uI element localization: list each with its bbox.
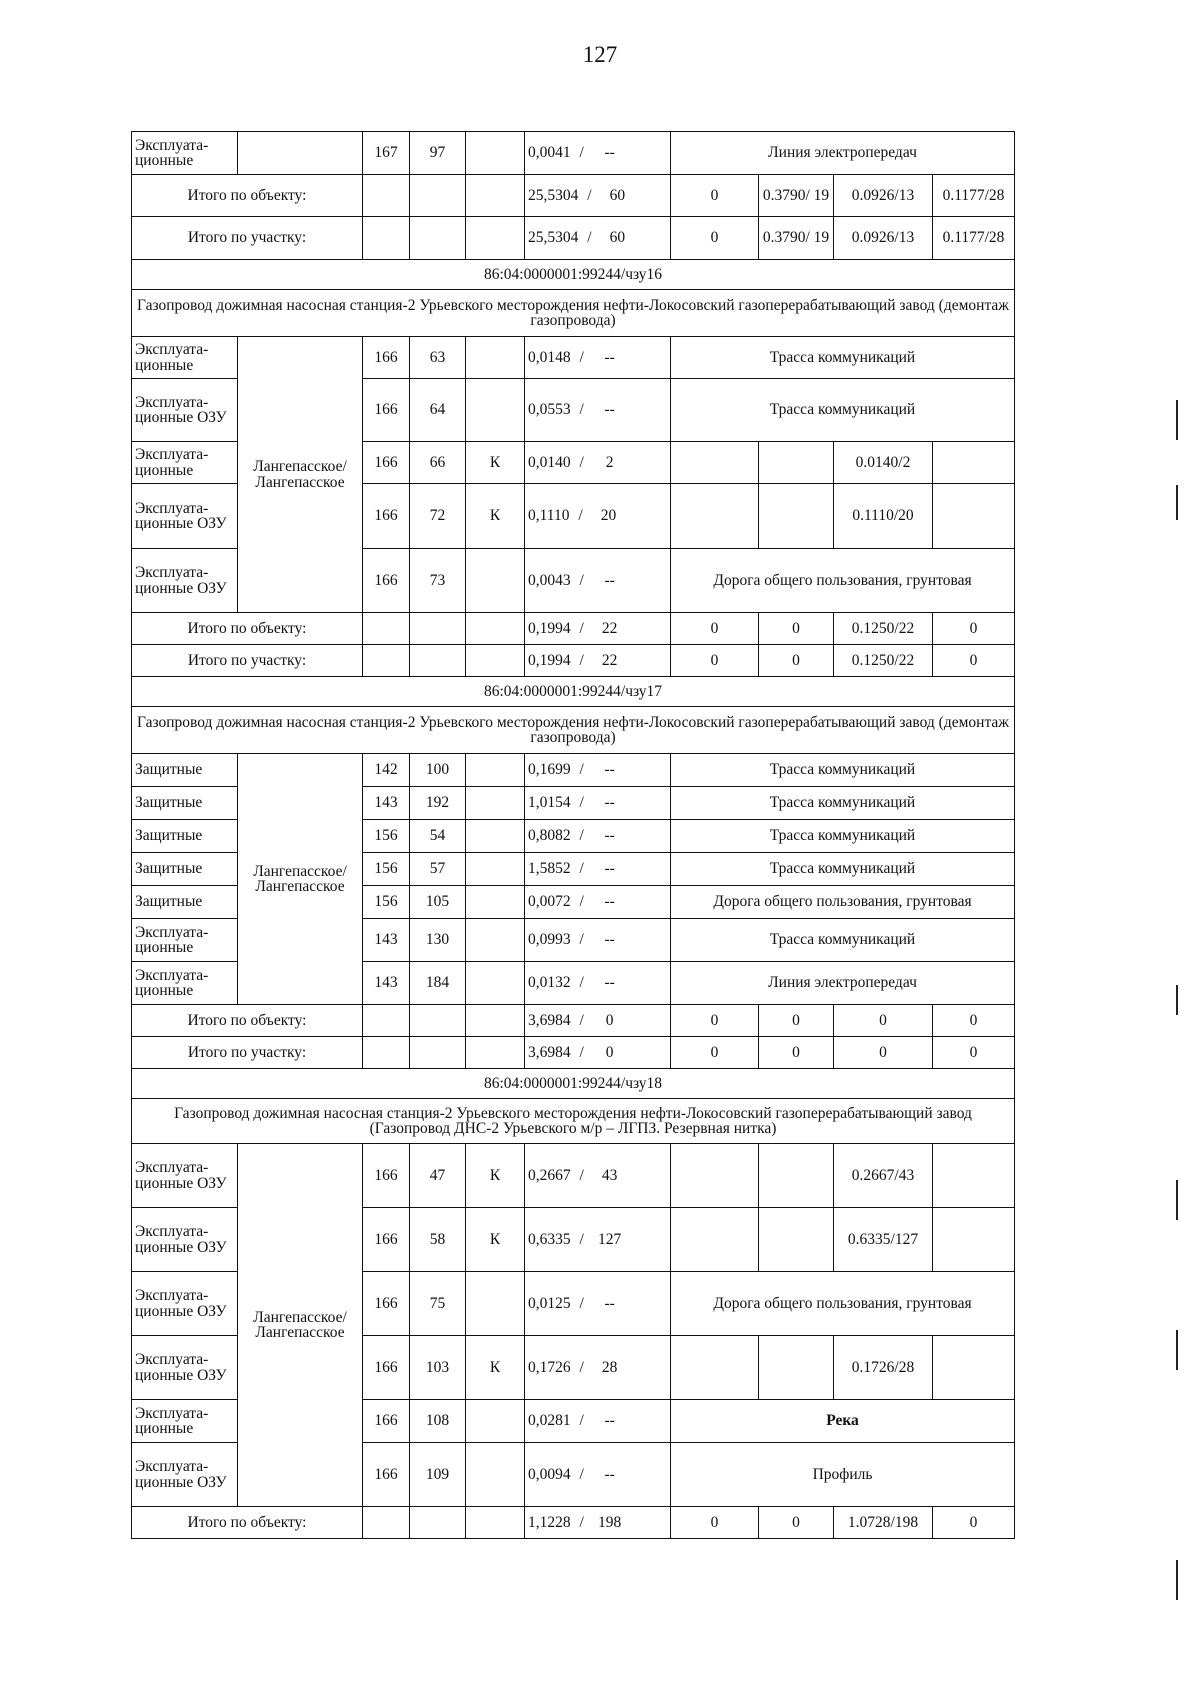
category-cell: Эксплуата- ционные ОЗУ: [132, 1272, 238, 1336]
area-cell: 0,0140 / 2: [525, 442, 671, 484]
area-cell: 0,1726 / 28: [525, 1336, 671, 1400]
note-cell: Трасса коммуникаций: [671, 853, 1015, 886]
vydel-cell: 47: [410, 1144, 466, 1208]
area-cell: 0,1699 / --: [525, 754, 671, 787]
section-title: Газопровод дожимная насосная станция-2 Урьевского месторождения нефти-Локосовский газоперерабатывающий завод (демонтаж газопровода): [132, 707, 1015, 754]
vydel-cell: 72: [410, 484, 466, 549]
settlement-cell: Лангепасское/ Лангепасское: [238, 754, 363, 1005]
value-cell: 0.3790/ 19: [759, 175, 834, 217]
area-cell: 0,2667 / 43: [525, 1144, 671, 1208]
vydel-cell: 75: [410, 1272, 466, 1336]
kvartal-cell: 166: [363, 337, 410, 379]
area-cell: 0,0993 / --: [525, 919, 671, 962]
note-cell: Трасса коммуникаций: [671, 820, 1015, 853]
vydel-cell: 105: [410, 886, 466, 919]
total-uchastok-row: [132, 217, 1015, 260]
section-title: Газопровод дожимная насосная станция-2 Урьевского месторождения нефти-Локосовский газоперерабатывающий завод (демонтаж газопровода): [132, 290, 1015, 337]
value-cell: 0: [671, 645, 759, 677]
total-label: Итого по объекту:: [132, 1005, 363, 1037]
scan-artifact: [1176, 400, 1178, 440]
area-cell: 0,6335 / 127: [525, 1208, 671, 1272]
vydel-cell: 109: [410, 1443, 466, 1507]
page-number: 127: [582, 42, 618, 67]
value-cell: 0: [671, 1037, 759, 1069]
value-cell: 0.0140/2: [834, 442, 933, 484]
k-cell: К: [466, 1336, 525, 1400]
value-cell: 0: [671, 613, 759, 645]
category-cell: Эксплуата- ционные ОЗУ: [132, 549, 238, 613]
vydel-cell: 57: [410, 853, 466, 886]
kvartal-cell: 166: [363, 549, 410, 613]
value-cell: 0: [759, 645, 834, 677]
k-cell: К: [466, 442, 525, 484]
value-cell: 0.6335/127: [834, 1208, 933, 1272]
section-title: Газопровод дожимная насосная станция-2 Урьевского месторождения нефти-Локосовский газоперерабатывающий завод (Газопровод ДНС-2 Урьевского м/р – ЛГПЗ. Резервная нитка): [132, 1099, 1015, 1144]
value-cell: 0.3790/ 19: [759, 217, 834, 260]
k-cell: [466, 754, 525, 787]
kvartal-cell: 166: [363, 484, 410, 549]
kvartal-cell: 166: [363, 379, 410, 442]
section-title-row: [132, 290, 1015, 337]
category-cell: Эксплуата- ционные: [132, 919, 238, 962]
value-cell: 0: [933, 1005, 1015, 1037]
vydel-cell: 130: [410, 919, 466, 962]
k-cell: К: [466, 1208, 525, 1272]
note-cell: Трасса коммуникаций: [671, 337, 1015, 379]
section-title-row: [132, 1099, 1015, 1144]
k-cell: [466, 549, 525, 613]
value-cell: 0: [933, 613, 1015, 645]
category-cell: Эксплуата- ционные ОЗУ: [132, 484, 238, 549]
settlement-cell: Лангепасское/ Лангепасское: [238, 337, 363, 613]
area-cell: 0,0553 / --: [525, 379, 671, 442]
total-label: Итого по объекту:: [132, 175, 363, 217]
scan-artifact: [1176, 485, 1178, 520]
kvartal-cell: 166: [363, 1336, 410, 1400]
note-cell: Дорога общего пользования, грунтовая: [671, 1272, 1015, 1336]
scan-artifact: [1176, 1560, 1178, 1600]
value-cell: 0.1177/28: [933, 217, 1015, 260]
area-cell: 25,5304 / 60: [525, 175, 671, 217]
vydel-cell: 103: [410, 1336, 466, 1400]
kvartal-cell: 166: [363, 1272, 410, 1336]
kvartal-cell: 143: [363, 919, 410, 962]
category-cell: Эксплуата- ционные: [132, 1400, 238, 1443]
kvartal-cell: 143: [363, 962, 410, 1005]
value-cell: 0: [933, 645, 1015, 677]
value-cell: 0: [759, 1507, 834, 1539]
k-cell: [466, 1443, 525, 1507]
note-cell: Трасса коммуникаций: [671, 787, 1015, 820]
scan-artifact: [1176, 1330, 1178, 1370]
value-cell: 0.1110/20: [834, 484, 933, 549]
value-cell: 0.1250/22: [834, 645, 933, 677]
value-cell: 0.2667/43: [834, 1144, 933, 1208]
k-cell: [466, 853, 525, 886]
vydel-cell: 54: [410, 820, 466, 853]
total-label: Итого по объекту:: [132, 1507, 363, 1539]
kvartal-cell: 142: [363, 754, 410, 787]
kvartal-cell: 166: [363, 1144, 410, 1208]
area-cell: 0,0125 / --: [525, 1272, 671, 1336]
value-cell: 0: [671, 175, 759, 217]
vydel-cell: 64: [410, 379, 466, 442]
k-cell: К: [466, 1144, 525, 1208]
value-cell: 0: [671, 217, 759, 260]
kvartal-cell: 166: [363, 442, 410, 484]
section-code-row: [132, 1069, 1015, 1099]
area-cell: 0,0094 / --: [525, 1443, 671, 1507]
total-object-row: [132, 1507, 1015, 1539]
note-cell: Трасса коммуникаций: [671, 754, 1015, 787]
forest-plot-table: [131, 131, 1015, 1539]
area-cell: 0,0041 / --: [525, 132, 671, 175]
value-cell: 0.1250/22: [834, 613, 933, 645]
total-label: Итого по участку:: [132, 217, 363, 260]
area-cell: 3,6984 / 0: [525, 1037, 671, 1069]
category-cell: Эксплуата- ционные: [132, 337, 238, 379]
value-cell: 0: [671, 1507, 759, 1539]
area-cell: 0,1110 / 20: [525, 484, 671, 549]
note-cell: Река: [671, 1400, 1015, 1443]
kvartal-cell: 166: [363, 1443, 410, 1507]
k-cell: [466, 379, 525, 442]
vydel-cell: 108: [410, 1400, 466, 1443]
value-cell: 0: [834, 1005, 933, 1037]
vydel-cell: 192: [410, 787, 466, 820]
area-cell: 3,6984 / 0: [525, 1005, 671, 1037]
area-cell: 0,0281 / --: [525, 1400, 671, 1443]
kvartal-cell: 143: [363, 787, 410, 820]
k-cell: [466, 1272, 525, 1336]
vydel-cell: 73: [410, 549, 466, 613]
vydel-cell: 66: [410, 442, 466, 484]
category-cell: Эксплуата- ционные: [132, 132, 238, 175]
kvartal-cell: 156: [363, 886, 410, 919]
category-cell: Эксплуата- ционные ОЗУ: [132, 1208, 238, 1272]
area-cell: 0,8082 / --: [525, 820, 671, 853]
total-object-row: [132, 613, 1015, 645]
total-object-row: [132, 175, 1015, 217]
area-cell: 1,5852 / --: [525, 853, 671, 886]
total-label: Итого по участку:: [132, 1037, 363, 1069]
scan-artifact: [1176, 1180, 1178, 1220]
section-title-row: [132, 707, 1015, 754]
k-cell: [466, 337, 525, 379]
area-cell: 0,0043 / --: [525, 549, 671, 613]
area-cell: 0,0132 / --: [525, 962, 671, 1005]
area-cell: 0,1994 / 22: [525, 613, 671, 645]
note-cell: Дорога общего пользования, грунтовая: [671, 549, 1015, 613]
kvartal-cell: 166: [363, 1400, 410, 1443]
scan-artifact: [1176, 985, 1178, 1015]
k-cell: [466, 962, 525, 1005]
value-cell: 0.0926/13: [834, 175, 933, 217]
section-code-row: [132, 260, 1015, 290]
kvartal-cell: 166: [363, 1208, 410, 1272]
area-cell: 0,0072 / --: [525, 886, 671, 919]
value-cell: 0: [834, 1037, 933, 1069]
value-cell: 0: [671, 1005, 759, 1037]
area-cell: 0,0148 / --: [525, 337, 671, 379]
category-cell: Эксплуата- ционные ОЗУ: [132, 1443, 238, 1507]
category-cell: Эксплуата- ционные: [132, 962, 238, 1005]
category-cell: Защитные: [132, 820, 238, 853]
total-label: Итого по участку:: [132, 645, 363, 677]
table-row: [132, 1144, 1015, 1208]
note-cell: Трасса коммуникаций: [671, 379, 1015, 442]
category-cell: Защитные: [132, 754, 238, 787]
total-uchastok-row: [132, 1037, 1015, 1069]
total-object-row: [132, 1005, 1015, 1037]
k-cell: [466, 1400, 525, 1443]
kvartal-cell: 167: [363, 132, 410, 175]
vydel-cell: 97: [410, 132, 466, 175]
value-cell: 0.1177/28: [933, 175, 1015, 217]
table-row: [132, 754, 1015, 787]
vydel-cell: 58: [410, 1208, 466, 1272]
value-cell: 0.1726/28: [834, 1336, 933, 1400]
value-cell: 0: [933, 1037, 1015, 1069]
note-cell: Дорога общего пользования, грунтовая: [671, 886, 1015, 919]
value-cell: 0: [759, 1037, 834, 1069]
k-cell: [466, 919, 525, 962]
category-cell: Эксплуата- ционные: [132, 442, 238, 484]
k-cell: [466, 787, 525, 820]
section-code: 86:04:0000001:99244/чзу17: [132, 677, 1015, 707]
vydel-cell: 100: [410, 754, 466, 787]
area-cell: 1,1228 / 198: [525, 1507, 671, 1539]
vydel-cell: 63: [410, 337, 466, 379]
value-cell: 1.0728/198: [834, 1507, 933, 1539]
table-row: [132, 337, 1015, 379]
note-cell: Трасса коммуникаций: [671, 919, 1015, 962]
note-cell: Профиль: [671, 1443, 1015, 1507]
area-cell: 25,5304 / 60: [525, 217, 671, 260]
k-cell: [466, 132, 525, 175]
vydel-cell: 184: [410, 962, 466, 1005]
category-cell: Защитные: [132, 853, 238, 886]
value-cell: 0: [759, 613, 834, 645]
note-cell: Линия электропередач: [671, 132, 1015, 175]
kvartal-cell: 156: [363, 820, 410, 853]
value-cell: 0: [759, 1005, 834, 1037]
note-cell: Линия электропередач: [671, 962, 1015, 1005]
category-cell: Защитные: [132, 886, 238, 919]
settlement-cell: Лангепасское/ Лангепасское: [238, 1144, 363, 1507]
k-cell: [466, 886, 525, 919]
area-cell: 0,1994 / 22: [525, 645, 671, 677]
total-label: Итого по объекту:: [132, 613, 363, 645]
area-cell: 1,0154 / --: [525, 787, 671, 820]
value-cell: 0.0926/13: [834, 217, 933, 260]
category-cell: Эксплуата- ционные ОЗУ: [132, 1336, 238, 1400]
section-code-row: [132, 677, 1015, 707]
value-cell: 0: [933, 1507, 1015, 1539]
settlement-cell: [238, 132, 363, 175]
section-code: 86:04:0000001:99244/чзу18: [132, 1069, 1015, 1099]
k-cell: [466, 820, 525, 853]
category-cell: Эксплуата- ционные ОЗУ: [132, 1144, 238, 1208]
section-code: 86:04:0000001:99244/чзу16: [132, 260, 1015, 290]
total-uchastok-row: [132, 645, 1015, 677]
table-row: [132, 132, 1015, 175]
category-cell: Защитные: [132, 787, 238, 820]
category-cell: Эксплуата- ционные ОЗУ: [132, 379, 238, 442]
kvartal-cell: 156: [363, 853, 410, 886]
k-cell: К: [466, 484, 525, 549]
